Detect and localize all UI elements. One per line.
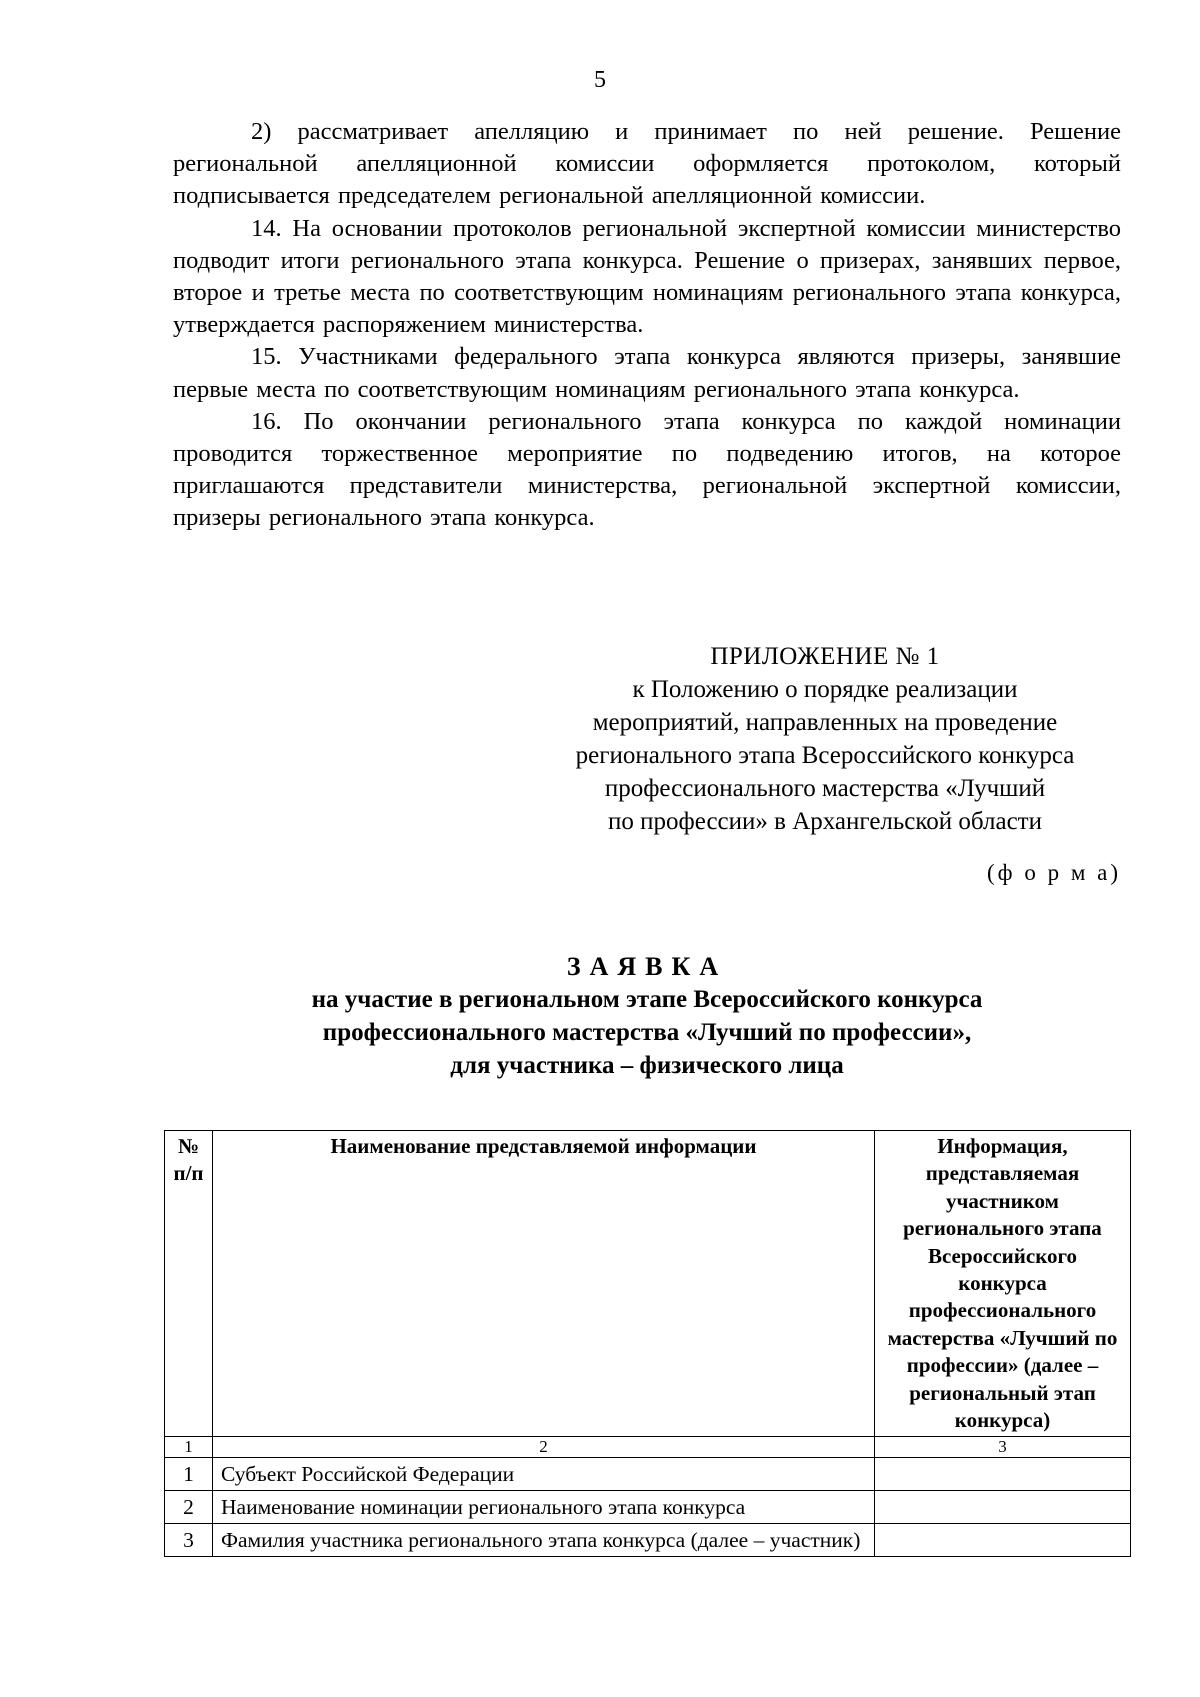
row-value-cell[interactable] [875,1458,1131,1491]
header-num: № п/п [165,1131,213,1437]
page-number: 5 [594,67,606,93]
document-subtitle-line: на участие в региональном этапе Всероссийского конкурса [311,986,983,1013]
appendix-line: по профессии» в Архангельской области [608,808,1042,835]
row-name: Фамилия участника регионального этапа конкурса (далее – участник) [213,1524,875,1557]
appendix-line: к Положению о порядке реализации [632,676,1018,703]
paragraph-14: 14. На основании протоколов региональной экспертной комиссии министерство подводит итоги регионального этапа конкурса. Решение о призерах, занявших первое, второе и третье места по соответствующим номинациям регионального этапа конкурса, утверждается распоряжением министерства. [173,214,1121,339]
appendix-line: мероприятий, направленных на проведение [592,709,1058,736]
row-name: Субъект Российской Федерации [213,1458,875,1491]
appendix-line: регионального этапа Всероссийского конкурса [575,742,1075,769]
appendix-heading [530,640,1120,838]
column-number: 3 [875,1437,1131,1458]
column-number: 1 [165,1437,213,1458]
document-title [173,950,1121,1082]
table-row [165,1491,1131,1524]
appendix-title: ПРИЛОЖЕНИЕ № 1 [710,643,940,670]
header-name: Наименование представляемой информации [213,1131,875,1437]
table-row [165,1458,1131,1491]
application-form-table [164,1130,1131,1557]
row-name: Наименование номинации регионального этапа конкурса [213,1491,875,1524]
document-main-title: ЗАЯВКА [566,952,728,981]
document-subtitle-line: для участника – физического лица [450,1052,844,1079]
forma-label: (ф о р м а) [987,860,1121,885]
row-value-cell[interactable] [875,1524,1131,1557]
body-text [173,116,1121,535]
header-info: Информация, представляемая участником регионального этапа Всероссийского конкурса профессионального мастерства «Лучший по профессии» (далее – региональный этап конкурса) [875,1131,1131,1437]
row-number: 1 [165,1458,213,1491]
paragraph-item-2: 2) рассматривает апелляцию и принимает по ней решение. Решение региональной апелляционной комиссии оформляется протоколом, который подписывается председателем региональной апелляционной комиссии. [173,118,1121,210]
table-row [165,1524,1131,1557]
paragraph-16: 16. По окончании регионального этапа конкурса по каждой номинации проводится торжественное мероприятие по подведению итогов, на которое приглашаются представители министерства, региональной экспертной комиссии, призеры регионального этапа конкурса. [173,407,1121,532]
document-subtitle-line: профессионального мастерства «Лучший по профессии», [322,1019,972,1046]
row-number: 3 [165,1524,213,1557]
row-value-cell[interactable] [875,1491,1131,1524]
table-header-row [165,1131,1131,1437]
row-number: 2 [165,1491,213,1524]
appendix-line: профессионального мастерства «Лучший [604,775,1046,802]
column-number: 2 [213,1437,875,1458]
column-number-row [165,1437,1131,1458]
paragraph-15: 15. Участниками федерального этапа конкурса являются призеры, занявшие первые места по соответствующим номинациям регионального этапа конкурса. [173,343,1121,403]
